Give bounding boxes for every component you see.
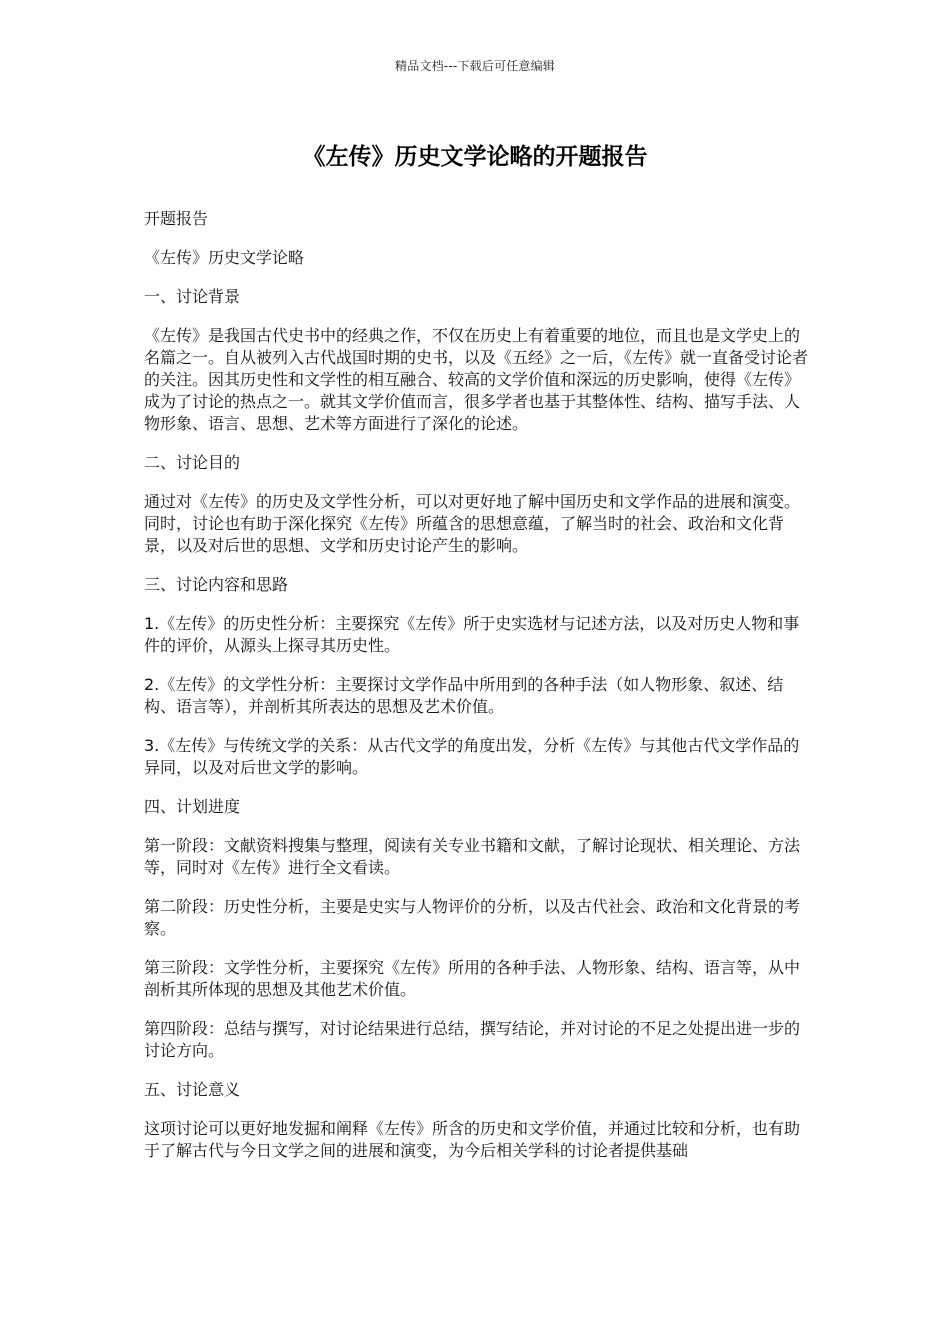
subtitle: 《左传》历史文学论略 [144,248,305,267]
paragraph-stage-1: 第一阶段：文献资料搜集与整理，阅读有关专业书籍和文献，了解讨论现状、相关理论、方法等，同时对《左传》进行全文看读。 [144,836,801,877]
paragraph-stage-3: 第三阶段：文学性分析，主要探究《左传》所用的各种手法、人物形象、结构、语言等，从中剖析其所体现的思想及其他艺术价值。 [144,958,801,999]
paragraph-purpose: 通过对《左传》的历史及文学性分析，可以对更好地了解中国历史和文学作品的进展和演变。同时，讨论也有助于深化探究《左传》所蕴含的思想意蕴，了解当时的社会、政治和文化背景，以及对后世的思想、文学和历史讨论产生的影响。 [144,492,801,555]
section-heading-schedule: 四、计划进度 [144,797,241,816]
label-report: 开题报告 [144,209,209,228]
paragraph-background: 《左传》是我国古代史书中的经典之作，不仅在历史上有着重要的地位，而且也是文学史上的名篇之一。自从被列入古代战国时期的史书，以及《五经》之一后，《左传》就一直备受讨论者的关注。因其历史性和文学性的相互融合、较高的文学价值和深远的历史影响，使得《左传》成为了讨论的热点之一。就其文学价值而言，很多学者也基于其整体性、结构、描写手法、人物形象、语言、思想、艺术等方面进行了深化的论述。 [144,326,809,433]
header-note: 精品文档---下载后可任意编辑 [395,59,555,73]
paragraph-significance: 这项讨论可以更好地发掘和阐释《左传》所含的历史和文学价值，并通过比较和分析，也有助于了解古代与今日文学之间的进展和演变，为今后相关学科的讨论者提供基础 [144,1119,801,1160]
paragraph-stage-4: 第四阶段：总结与撰写，对讨论结果进行总结，撰写结论，并对讨论的不足之处提出进一步的讨论方向。 [144,1019,801,1060]
section-heading-content: 三、讨论内容和思路 [144,575,289,594]
paragraph-content-item-3: 3.《左传》与传统文学的关系：从古代文学的角度出发，分析《左传》与其他古代文学作品的异同，以及对后世文学的影响。 [144,736,800,777]
document-title: 《左传》历史文学论略的开题报告 [302,144,648,170]
paragraph-stage-2: 第二阶段：历史性分析，主要是史实与人物评价的分析，以及古代社会、政治和文化背景的考察。 [144,897,801,938]
document-body [144,208,808,1179]
section-heading-background: 一、讨论背景 [144,287,241,306]
paragraph-content-item-2: 2.《左传》的文学性分析：主要探讨文学作品中所用到的各种手法（如人物形象、叙述、结构、语言等），并剖析其所表达的思想及艺术价值。 [144,675,784,716]
section-heading-significance: 五、讨论意义 [144,1080,241,1099]
section-heading-purpose: 二、讨论目的 [144,453,241,472]
paragraph-content-item-1: 1.《左传》的历史性分析：主要探究《左传》所于史实选材与记述方法，以及对历史人物和事件的评价，从源头上探寻其历史性。 [144,614,800,655]
